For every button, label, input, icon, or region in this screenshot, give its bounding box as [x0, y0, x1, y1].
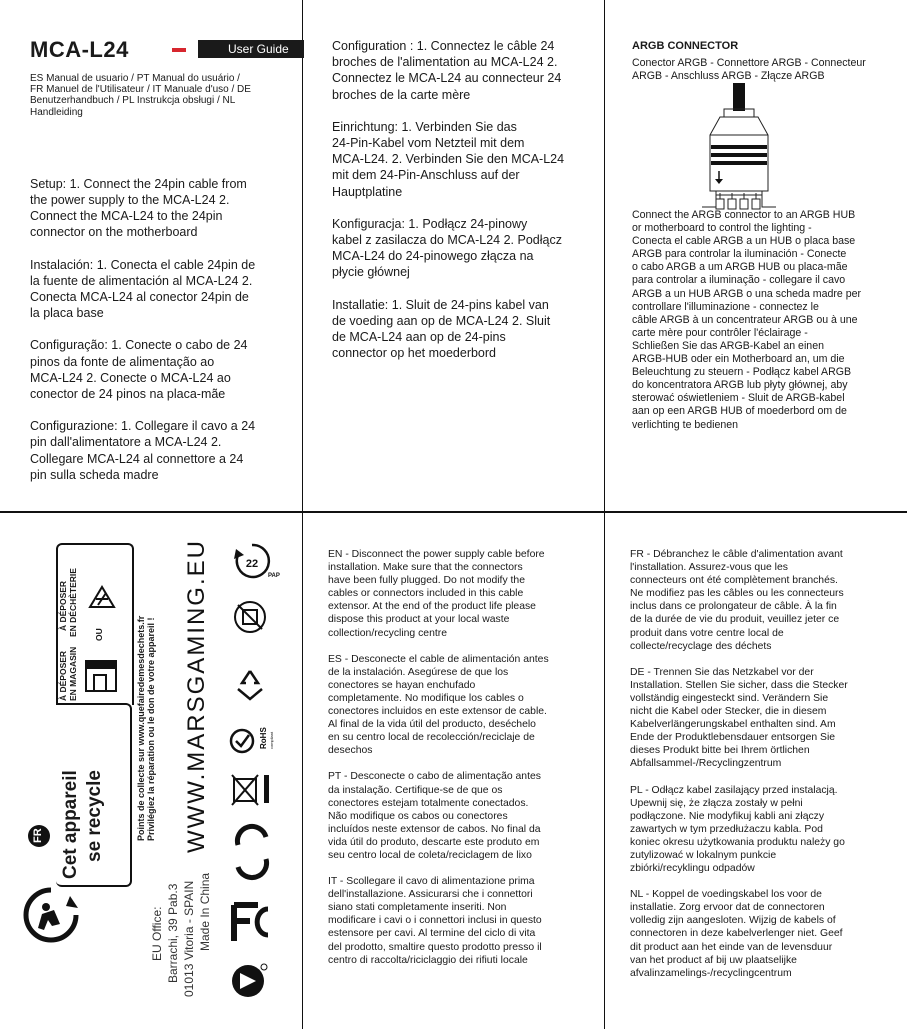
safety-it: IT - Scollegare il cavo di alimentazione prima dell'installazione. Assicurarsi che i connettori siano stati completamente inseriti. Non modificare i cavi o i connettori inclusi in questo estensore per cavi. Al termine del ciclo di vita del prodotto, smaltire questo prodotto presso il centro di raccolta/riciclaggio dei rifiuti locale	[328, 876, 542, 966]
pap-label: PAP	[268, 573, 280, 579]
argb-connector-illustration	[632, 83, 902, 253]
recycle-icon	[230, 665, 270, 705]
deposer-magasin-2: EN MAGASIN	[68, 646, 78, 701]
safety-nl: NL - Koppel de voedingskabel los voor de installatie. Zorg ervoor dat de connectoren volledig zijn aangesloten. Wijzig de kabels of connectoren in deze kabelverlenger niet. Geef dit product aan het einde van de levensduur van het product af bij uw plaatselijke afvalinzamelings-/recyclingcentrum	[630, 889, 843, 979]
safety-pl: PL - Odłącz kabel zasilający przed instalacją. Upewnij się, że złącza zostały w pełni podłączone. Nie modyfikuj kabli ani złączy zawartych w tym przedłużaczu kabla. Pod koniec okresu użytkowania produktu należy go zutylizować w lokalnym punkcie zbiórki/recyklingu odpadów	[630, 784, 845, 875]
safety-en: EN - Disconnect the power supply cable before installation. Make sure that the connectors have been fully plugged. Do not modify the cables or connectors included in this cable extensor. At the end of the product life please dispose this product at your local waste collection/recycling centre	[328, 549, 545, 639]
pap-22-icon	[232, 541, 280, 583]
divider-v1	[302, 0, 303, 1029]
setup-en: Setup: 1. Connect the 24pin cable from the power supply to the MCA-L24 2. Connect the MCA-L24 to the 24pin connector on the motherboard	[30, 176, 247, 240]
address-line-1: Barrachi, 39 Pab.3	[166, 883, 180, 983]
safety-es: ES - Desconecte el cable de alimentación antes de la instalación. Asegúrese de que los conectores se hayan enchufado completamente. No modifique los cables o conectores incluidos en este extensor de cable. Al final de la vida útil del producto, deséchelo en su centro local de recolección/reciclaje de desechos	[328, 653, 549, 757]
weee-bin-icon	[228, 769, 276, 809]
pap-number: 22	[245, 558, 259, 570]
setup-it: Configurazione: 1. Collegare il cavo a 24 pin dall'alimentatore a MCA-L24 2. Collegare MCA-L24 al connettore a 24 pin sulla scheda madre	[30, 419, 256, 482]
safety-fr: FR - Débranchez le câble d'alimentation avant l'installation. Assurez-vous que les connecteurs ont été complètement branchés. Ne modifiez pas les câbles ou les connecteurs inclus dans ce prolongateur de câble. À la fin de la durée de vie du produit, veuillez jeter ce produit dans votre centre local de collecte/recyclage des déchets	[630, 549, 844, 652]
accent-dash	[172, 48, 186, 52]
ou-label: OU	[94, 628, 104, 641]
user-guide-label: User Guide	[198, 40, 304, 58]
brand-logo-icon	[226, 959, 270, 1003]
setup-es: Instalación: 1. Conecta el cable 24pin de la fuente de alimentación al MCA-L24 2. Conecta MCA-L24 al conector 24pin de la placa base	[30, 257, 256, 321]
setup-fr: Configuration : 1. Connectez le câble 24 broches de l'alimentation au MCA-L24 2. Connectez le MCA-L24 au connecteur 24 broches de la carte mère	[332, 39, 562, 102]
argb-heading: ARGB CONNECTOR	[632, 40, 739, 52]
divider-v2	[604, 0, 605, 1029]
triman-logo-icon	[22, 880, 80, 950]
argb-connector-icon	[632, 83, 902, 253]
store-icon	[80, 653, 124, 697]
fr-badge-text: FR	[32, 828, 44, 843]
address-line-2: 01013 Vitoria - SPAIN	[182, 880, 196, 997]
rohs-icon	[228, 721, 276, 761]
setup-pl: Konfiguracja: 1. Podłącz 24-pinowy kabel z zasilacza do MCA-L24 2. Podłącz MCA-L24 do 24-pinowego złącza na płycie głównej	[332, 216, 562, 280]
panel-setup-2	[332, 38, 600, 361]
safety-pt: PT - Desconecte o cabo de alimentação antes da instalação. Certifique-se de que os conectores estejam totalmente conectados. Não modifique os cabos ou conectores incluídos neste extensor de cabos. No final da vida útil do produto, descarte este produto em seu centro local de coleta/reciclagem de lixo	[328, 771, 541, 861]
panel-setup-1	[30, 37, 300, 483]
no-phone-dispose-icon	[232, 599, 268, 635]
panel-safety-1	[328, 548, 600, 967]
collect-line-2: Privilégiez la réparation ou le don de votre appareil !	[146, 617, 156, 841]
recycle-line-2: se recycle	[84, 770, 105, 862]
panel-safety-2	[630, 548, 902, 980]
panel-compliance	[0, 513, 302, 1029]
recycle-line-1: Cet appareil	[60, 770, 81, 879]
argb-instructions: Connect the ARGB connector to an ARGB HUB or motherboard to control the lighting - Conecta el cable ARGB a un HUB o placa base ARGB para controlar la iluminación - Conecte o cabo ARGB a um ARGB HUB ou placa-mãe para controlar a iluminação - collegare il cavo ARGB a un HUB ARGB o una scheda madre per controllare l'illuminazione - connectez le câble ARGB à un concentrateur ARGB ou à une carte mère pour contrôler l'éclairage - Schließen Sie das ARGB-Kabel an einen ARGB-HUB oder ein Motherboard an, um die Beleuchtung zu steuern - Podłącz kabel ARGB do koncentratora ARGB lub płyty głównej, aby sterować oświetleniem - Sluit de ARGB-kabel aan op een ARGB HUB of moederbord om de verlichting te bedienen	[632, 209, 862, 431]
collect-line-1: Points de collecte sur www.quefairedemesdechets.fr	[136, 615, 146, 841]
safety-de: DE - Trennen Sie das Netzkabel vor der Installation. Stellen Sie sicher, dass die Stecker vollständig eingesteckt sind. Verändern Sie nicht die Kabel oder Stecker, die in diesem Kabelverlängerungskabel enthalten sind. Am Ende der Produktlebensdauer entsorgen Sie dieses Produkt bitte bei Ihrem örtlichen Abfallsammel-/Recyclingzentrum	[630, 666, 848, 770]
website-url: WWW.MARSGAMING.EU	[183, 539, 210, 853]
panel-argb	[632, 40, 902, 432]
setup-nl: Installatie: 1. Sluit de 24-pins kabel van de voeding aan op de MCA-L24 2. Sluit de MCA-L24 aan op de 24-pins connector op het moederbord	[332, 297, 551, 361]
language-list: ES Manual de usuario / PT Manual do usuário / FR Manuel de l'Utilisateur / IT Manuale d'uso / DE Benutzerhandbuch / PL Instrukcja obsługi / NL Handleiding	[30, 73, 251, 118]
eu-office-label: EU Office:	[150, 906, 164, 961]
rohs-label: RoHS	[259, 727, 268, 749]
product-title: MCA-L24	[30, 37, 129, 62]
ce-mark-icon	[230, 831, 274, 879]
recycle-bin-icon	[80, 577, 124, 621]
title-row	[30, 37, 300, 67]
argb-subheading: Conector ARGB - Connettore ARGB - Connecteur ARGB - Anschluss ARGB - Złącze ARGB	[632, 57, 866, 82]
deposer-decheterie-1: À DÉPOSER	[58, 580, 68, 631]
made-in-label: Made In China	[198, 872, 212, 951]
setup-pt: Configuração: 1. Conecte o cabo de 24 pinos da fonte de alimentação ao MCA-L24 2. Conecte o MCA-L24 ao conector de 24 pinos na placa-mãe	[30, 338, 248, 402]
deposer-magasin-1: À DÉPOSER	[58, 650, 68, 701]
fcc-mark-icon	[228, 897, 272, 947]
rohs-sub-label: compliant	[269, 731, 274, 749]
deposer-decheterie-2: EN DÉCHÈTERIE	[68, 568, 78, 637]
setup-de: Einrichtung: 1. Verbinden Sie das 24-Pin-Kabel vom Netzteil mit dem MCA-L24. 2. Verbinden Sie den MCA-L24 mit dem 24-Pin-Anschluss auf der Hauptplatine	[332, 119, 565, 199]
